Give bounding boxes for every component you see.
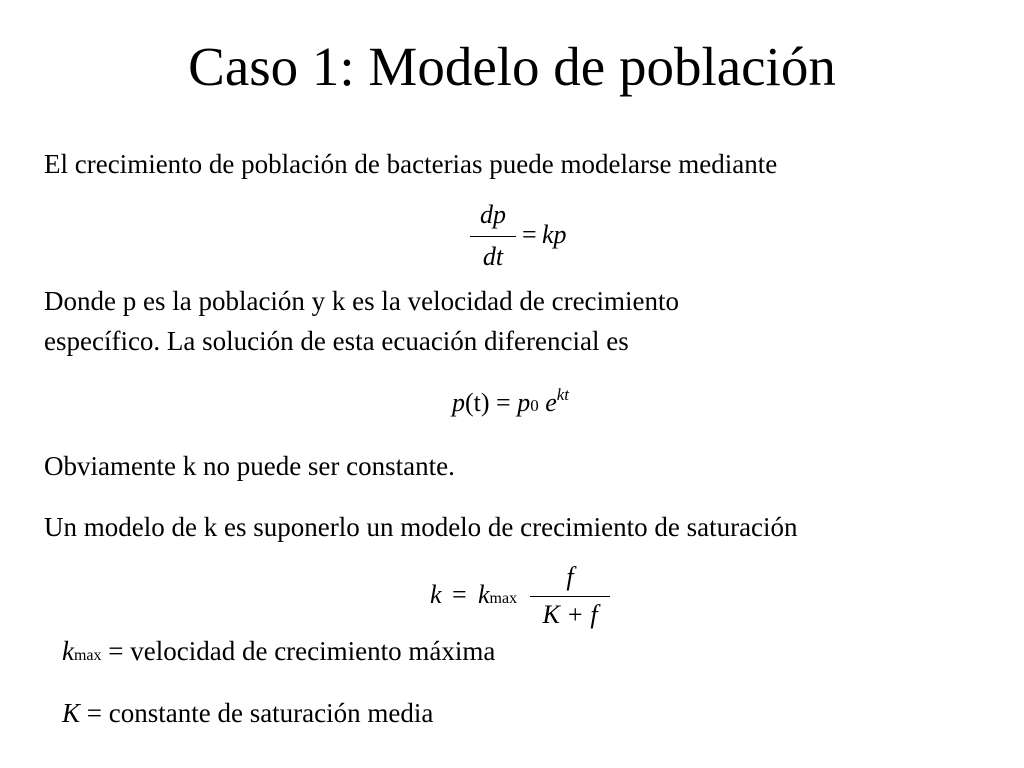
fraction-bar <box>470 236 516 237</box>
solution-arg: (t) <box>465 388 490 417</box>
fraction-numerator: dp <box>480 200 506 229</box>
k-symbol: k <box>430 580 442 609</box>
def-K-symbol: K <box>62 698 81 728</box>
model-text: Un modelo de k es suponerlo un modelo de crecimiento de saturación <box>44 512 798 542</box>
kmax-symbol: kmax <box>478 580 518 609</box>
where-text-line1: Donde p es la población y k es la velocidad de crecimiento <box>44 286 680 316</box>
equals-sign: = <box>452 580 467 609</box>
exp-base: e <box>545 388 557 417</box>
dp-dt-fraction <box>470 200 516 276</box>
fraction-denominator: dt <box>482 242 504 271</box>
equals-sign: = <box>522 220 537 249</box>
intro-text: El crecimiento de población de bacterias puede modelarse mediante <box>44 149 778 179</box>
obvious-text: Obviamente k no puede ser constante. <box>44 451 455 481</box>
solution-lhs: p <box>452 388 465 417</box>
p0-subscript: 0 <box>530 396 539 415</box>
fraction-denominator: K + f <box>542 600 598 629</box>
definition-kmax <box>62 632 1022 675</box>
where-text-line2: específico. La solución de esta ecuación diferencial es <box>44 326 629 356</box>
p0-symbol: p <box>517 388 531 417</box>
exponent: kt <box>556 385 570 404</box>
fraction-bar <box>530 596 610 597</box>
solution-equation <box>452 385 570 428</box>
equals-sign: = <box>496 388 511 417</box>
f-fraction <box>530 562 610 638</box>
def-kmax-symbol: k <box>62 636 74 666</box>
fraction-numerator: f <box>566 562 574 591</box>
definition-K <box>62 694 1022 732</box>
def-kmax-subscript: max <box>73 647 102 664</box>
def-kmax-text: = velocidad de crecimiento máxima <box>108 636 496 666</box>
slide-title: Caso 1: Modelo de población <box>188 36 836 97</box>
rhs-kp: kp <box>542 220 567 249</box>
def-K-text: = constante de saturación media <box>86 698 434 728</box>
